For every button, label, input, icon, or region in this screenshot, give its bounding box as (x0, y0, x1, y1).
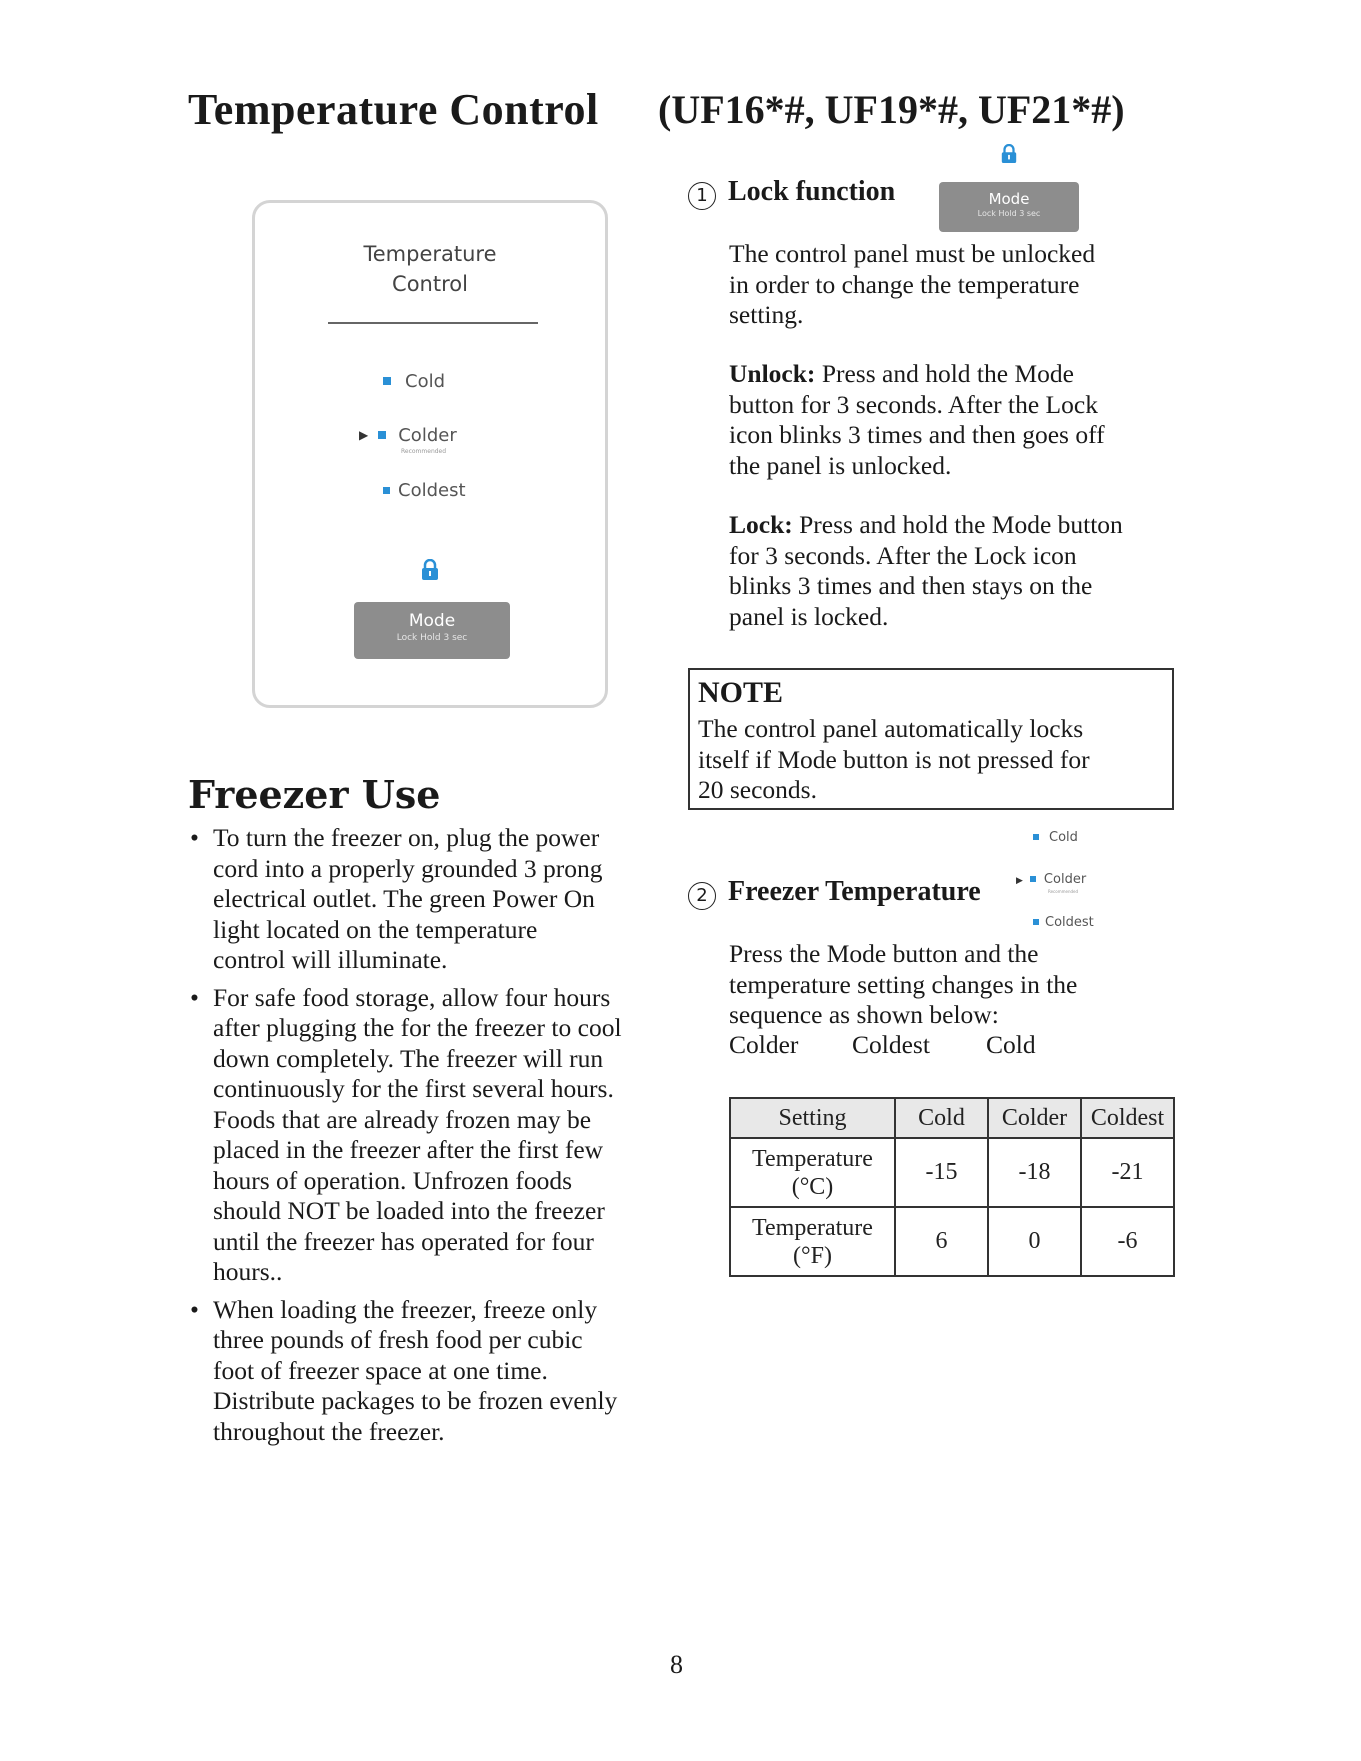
panel-option-colder: ▶ Colder (359, 425, 457, 446)
triangle-pointer-icon: ▶ (1016, 876, 1023, 886)
note-title: NOTE (698, 676, 784, 709)
mode-button-small[interactable]: Mode Lock Hold 3 sec (939, 182, 1079, 232)
panel-title: Temperature Control (363, 242, 497, 296)
small-option-cold: Cold (1033, 830, 1078, 845)
page-number: 8 (670, 1650, 683, 1679)
recommended-label: Recommended (401, 448, 447, 455)
lock-instructions: Lock: Press and hold the Mode button for 3 seconds. After the Lock icon blinks 3 times and then stays on the panel is locked. (729, 510, 1123, 631)
indicator-square-icon (383, 377, 391, 385)
table-row-label: Temperature (°F) (730, 1207, 895, 1276)
table-cell: 6 (895, 1207, 988, 1276)
table-header-row (730, 1098, 1174, 1138)
freezer-temp-number: 2 (688, 882, 716, 910)
freezer-temp-title: Freezer Temperature (728, 876, 981, 907)
table-header-cell: Cold (895, 1098, 988, 1138)
note-text: The control panel automatically locks itself if Mode button is not pressed for 20 seconds. (698, 714, 1090, 804)
table-cell: -18 (988, 1138, 1081, 1207)
indicator-square-icon (383, 487, 390, 494)
table-header-cell: Coldest (1081, 1098, 1174, 1138)
panel-option-cold: Cold (383, 371, 445, 392)
sequence-cold: Cold (986, 1030, 1036, 1059)
table-row (730, 1138, 1174, 1207)
list-item: • To turn the freezer on, plug the power cord into a properly grounded 3 prong electrical outlet. The green Power On light located on the temperature control will illuminate. (190, 823, 680, 976)
table-row (730, 1207, 1174, 1276)
control-panel-illustration (252, 200, 608, 708)
triangle-pointer-icon: ▶ (359, 428, 369, 442)
temperature-table (729, 1097, 1175, 1277)
sequence-coldest: Coldest (852, 1030, 930, 1059)
recommended-label-small: Recommended (1048, 889, 1079, 894)
lock-section-title: Lock function (728, 176, 896, 207)
indicator-square-icon (1033, 919, 1039, 925)
freezer-use-title: Freezer Use (188, 772, 441, 817)
indicator-square-icon (378, 431, 386, 439)
table-header-cell: Setting (730, 1098, 895, 1138)
indicator-square-icon (1030, 876, 1036, 882)
small-option-coldest: Coldest (1033, 915, 1094, 930)
table-cell: 0 (988, 1207, 1081, 1276)
mode-button[interactable]: Mode Lock Hold 3 sec (354, 602, 510, 659)
indicator-square-icon (1033, 834, 1039, 840)
note-box (688, 668, 1174, 810)
sequence-colder: Colder (729, 1030, 799, 1059)
page-title: Temperature Control (188, 85, 599, 134)
table-header-cell: Colder (988, 1098, 1081, 1138)
table-cell: -21 (1081, 1138, 1174, 1207)
panel-option-coldest: Coldest (383, 480, 466, 501)
panel-divider (328, 322, 538, 324)
freezer-temp-text: Press the Mode button and the temperature setting changes in the sequence as shown below: (729, 939, 1078, 1029)
list-item: • When loading the freezer, freeze only three pounds of fresh food per cubic foot of freezer space at one time. Distribute packages to be frozen evenly throughout the freezer. (190, 1295, 680, 1448)
small-option-colder: ▶ Colder (1016, 872, 1087, 887)
list-item: • For safe food storage, allow four hours after plugging the for the freezer to cool down completely. The freezer will run continuously for the first several hours. Foods that are already frozen may be placed in the freezer after the first few hours of operation. Unfrozen foods should NOT be loaded into the freezer until the freezer has operated for four hours.. (190, 983, 680, 1288)
unlock-instructions: Unlock: Press and hold the Mode button for 3 seconds. After the Lock icon blinks 3 times and then goes off the panel is unlocked. (729, 359, 1105, 480)
table-cell: -6 (1081, 1207, 1174, 1276)
lock-section-number: 1 (688, 182, 716, 210)
lock-icon (1000, 144, 1018, 164)
model-numbers: (UF16*#, UF19*#, UF21*#) (658, 87, 1125, 132)
freezer-use-list (190, 823, 680, 1454)
lock-icon (420, 559, 440, 581)
table-cell: -15 (895, 1138, 988, 1207)
table-row-label: Temperature (°C) (730, 1138, 895, 1207)
lock-intro-text: The control panel must be unlocked in order to change the temperature setting. (729, 239, 1096, 329)
